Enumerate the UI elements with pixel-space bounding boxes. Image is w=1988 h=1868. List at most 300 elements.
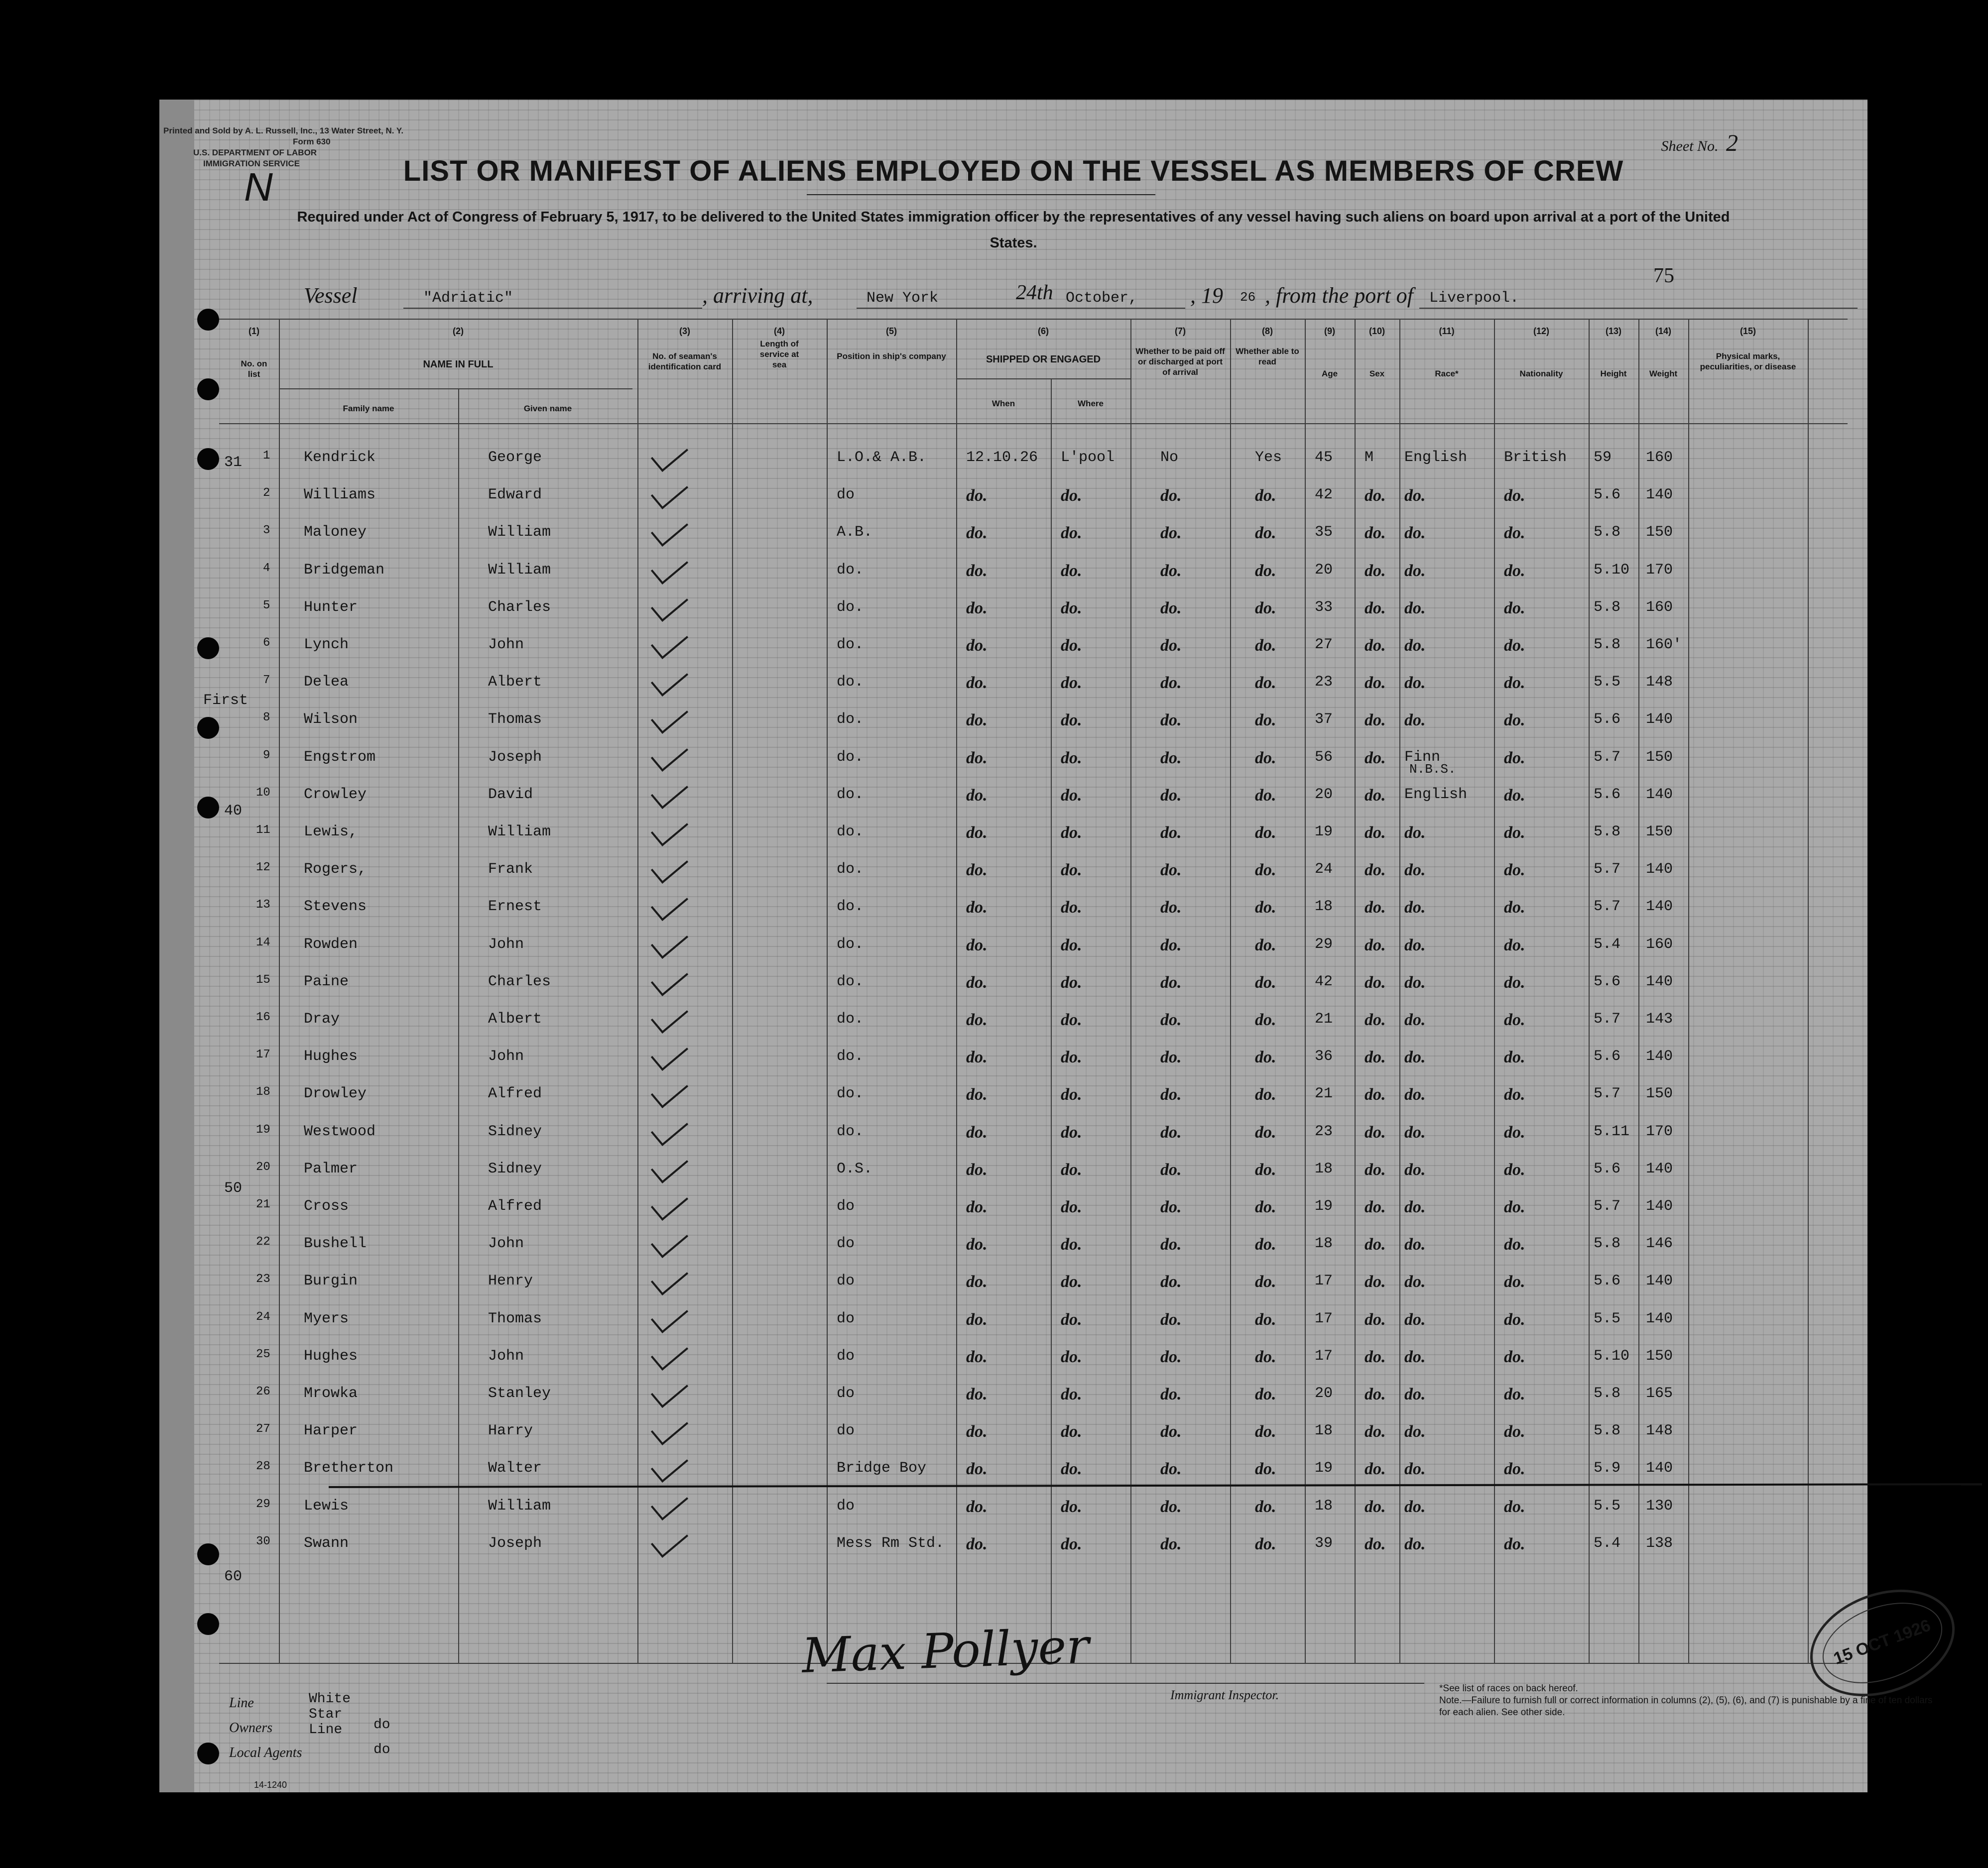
cell-age: 21 [1315, 1085, 1333, 1103]
cell-able-to-read: do. [1255, 935, 1276, 954]
cell-position: do. [837, 598, 864, 616]
col-number: (4) [774, 326, 785, 336]
cell-family-name: Hughes [304, 1048, 358, 1065]
cell-paid-off: do. [1160, 1385, 1182, 1403]
cell-paid-off: do. [1160, 1011, 1182, 1029]
id-card-checkmark [651, 998, 688, 1034]
cell-race: do. [1404, 935, 1426, 954]
cell-row-number: 15 [256, 973, 270, 987]
cell-sex: do. [1365, 598, 1386, 617]
col-header-weight: Weight [1649, 369, 1678, 378]
cell-position: do. [837, 898, 864, 916]
cell-nationality: do. [1504, 1347, 1525, 1366]
cell-sex: do. [1365, 973, 1386, 992]
punch-hole [197, 309, 219, 331]
title-rule [807, 194, 1155, 195]
cell-height: 5.6 [1594, 1273, 1621, 1290]
cell-age: 56 [1315, 748, 1333, 766]
cell-able-to-read: do. [1255, 674, 1276, 693]
cell-family-name: Hughes [304, 1347, 358, 1365]
col-number: (12) [1533, 326, 1550, 336]
table-row [159, 486, 1867, 506]
cell-shipped-when: 12.10.26 [966, 449, 1038, 466]
cell-paid-off: do. [1160, 1347, 1182, 1366]
signature-rule [827, 1683, 1424, 1684]
cell-shipped-where: do. [1061, 748, 1082, 767]
id-card-checkmark [651, 511, 688, 547]
races-note: *See list of races on back hereof. [1439, 1683, 1578, 1694]
cell-row-number: 14 [256, 935, 270, 949]
cell-shipped-where: do. [1061, 1123, 1082, 1142]
cell-weight: 140 [1646, 1310, 1673, 1327]
cell-position: do. [837, 1011, 864, 1028]
cell-position: do. [837, 1123, 864, 1140]
cell-nationality: do. [1504, 1310, 1525, 1329]
cell-able-to-read: do. [1255, 1385, 1276, 1403]
cell-age: 19 [1315, 823, 1333, 840]
cell-able-to-read: do. [1255, 711, 1276, 730]
side-count-first: First [203, 692, 248, 709]
cell-position: A.B. [837, 524, 873, 541]
cell-position: do. [837, 1085, 864, 1103]
arrival-day: 24th [1016, 281, 1053, 304]
cell-shipped-when: do. [966, 636, 988, 655]
cell-weight: 140 [1646, 1198, 1673, 1215]
cell-nationality: do. [1504, 1497, 1525, 1516]
cell-height: 5.6 [1594, 973, 1621, 990]
departure-port-underline [1419, 308, 1858, 309]
cell-row-number: 25 [256, 1347, 270, 1361]
cell-row-number: 11 [256, 823, 270, 837]
cell-race: do. [1404, 561, 1426, 580]
cell-age: 20 [1315, 786, 1333, 803]
cell-age: 27 [1315, 636, 1333, 653]
cell-row-number: 6 [263, 636, 270, 650]
agents-label: Local Agents [229, 1745, 302, 1760]
cell-shipped-where: do. [1061, 524, 1082, 543]
cell-able-to-read: do. [1255, 1422, 1276, 1441]
cell-sex: do. [1365, 1310, 1386, 1329]
footer-owners [229, 1717, 390, 1736]
cell-weight: 160 [1646, 935, 1673, 953]
cell-family-name: Lewis, [304, 823, 358, 840]
cell-shipped-where: do. [1061, 1534, 1082, 1553]
col-header-where: Where [1078, 399, 1104, 408]
col-header-paid-off: Whether to be paid off or discharged at port of arrival [1135, 347, 1225, 377]
cell-height: 5.7 [1594, 1085, 1621, 1103]
col-header-shipped: SHIPPED OR ENGAGED [986, 354, 1101, 365]
col-header-position: Position in ship's company [837, 351, 946, 361]
cell-nationality: do. [1504, 861, 1525, 880]
col-number: (3) [679, 326, 690, 336]
id-card-checkmark [651, 549, 688, 584]
col-header-given-name: Given name [523, 404, 572, 413]
cell-able-to-read: do. [1255, 1460, 1276, 1479]
col-header-height: Height [1600, 369, 1627, 378]
cell-race: do. [1404, 636, 1426, 655]
cell-age: 39 [1315, 1534, 1333, 1552]
id-card-checkmark [651, 1223, 688, 1258]
cell-family-name: Stevens [304, 898, 367, 916]
cell-race: do. [1404, 1160, 1426, 1179]
cell-shipped-where: do. [1061, 1497, 1082, 1516]
cell-weight: 150 [1646, 823, 1673, 840]
cell-family-name: Bushell [304, 1235, 367, 1253]
table-row [159, 1011, 1867, 1031]
cell-position: do [837, 1273, 855, 1290]
cell-shipped-where: do. [1061, 598, 1082, 617]
id-card-checkmark [651, 1373, 688, 1408]
cell-row-number: 20 [256, 1160, 270, 1174]
cell-age: 23 [1315, 1123, 1333, 1140]
cell-family-name: Bridgeman [304, 561, 385, 579]
cell-row-number: 7 [263, 674, 270, 688]
cell-given-name: William [488, 524, 551, 541]
cell-row-number: 9 [263, 748, 270, 762]
id-card-checkmark [651, 1335, 688, 1371]
cell-row-number: 8 [263, 711, 270, 725]
punch-hole [197, 1613, 219, 1635]
cell-age: 18 [1315, 1422, 1333, 1440]
cell-paid-off: do. [1160, 636, 1182, 655]
col-number: (15) [1740, 326, 1756, 336]
cell-row-number: 28 [256, 1460, 270, 1474]
punch-hole [197, 378, 219, 400]
table-row [159, 1348, 1867, 1368]
cell-given-name: Ernest [488, 898, 542, 916]
cell-shipped-where: do. [1061, 1422, 1082, 1441]
id-card-checkmark [651, 848, 688, 884]
cell-shipped-when: do. [966, 1497, 988, 1516]
cell-able-to-read: do. [1255, 786, 1276, 805]
cell-nationality: do. [1504, 598, 1525, 617]
page-number: 75 [1653, 264, 1674, 287]
cell-race: do. [1404, 1273, 1426, 1291]
cell-height: 5.5 [1594, 1310, 1621, 1327]
table-row [159, 1085, 1867, 1105]
id-card-checkmark [651, 1297, 688, 1333]
cell-row-number: 22 [256, 1235, 270, 1249]
cell-race: do. [1404, 1385, 1426, 1403]
cell-family-name: Rowden [304, 935, 358, 953]
id-card-checkmark [651, 1260, 688, 1295]
inspector-signature: Max Pollyer [801, 1618, 1090, 1684]
punch-hole [197, 1743, 219, 1764]
cell-height: 5.10 [1594, 1347, 1630, 1365]
cell-height: 59 [1594, 449, 1612, 466]
table-row [159, 1273, 1867, 1292]
cell-position: do [837, 1198, 855, 1215]
cell-able-to-read: do. [1255, 1534, 1276, 1553]
form-number: Form 630 [293, 137, 331, 146]
cell-paid-off: do. [1160, 1310, 1182, 1329]
cell-shipped-where: do. [1061, 1385, 1082, 1403]
cell-row-number: 21 [256, 1198, 270, 1211]
sheet-number [1661, 129, 1738, 157]
table-row [159, 786, 1867, 806]
col-number: (5) [886, 326, 897, 336]
cell-sex: do. [1365, 1123, 1386, 1142]
col-header-id-card: No. of seaman's identification card [648, 351, 722, 371]
cell-height: 5.6 [1594, 486, 1621, 504]
cell-given-name: John [488, 935, 524, 953]
cell-given-name: Joseph [488, 1534, 542, 1552]
cell-weight: 165 [1646, 1385, 1673, 1402]
cell-given-name: Walter [488, 1460, 542, 1477]
cell-row-number: 19 [256, 1123, 270, 1137]
cell-height: 5.7 [1594, 1011, 1621, 1028]
cell-shipped-where: do. [1061, 1347, 1082, 1366]
cell-nationality: do. [1504, 823, 1525, 842]
year-prefix: , 19 [1190, 283, 1223, 308]
cell-height: 5.6 [1594, 1160, 1621, 1177]
cell-race: do. [1404, 1310, 1426, 1329]
cell-able-to-read: do. [1255, 598, 1276, 617]
cell-position: do. [837, 1048, 864, 1065]
cell-given-name: Albert [488, 674, 542, 691]
owners-value: do [373, 1717, 390, 1733]
cell-shipped-when: do. [966, 935, 988, 954]
vessel-underline [403, 308, 702, 309]
cell-able-to-read: do. [1255, 1048, 1276, 1067]
cell-race: do. [1404, 1534, 1426, 1553]
cell-shipped-when: do. [966, 861, 988, 880]
cell-nationality: do. [1504, 1235, 1525, 1254]
cell-height: 5.6 [1594, 711, 1621, 728]
cell-shipped-when: do. [966, 1011, 988, 1029]
cell-shipped-when: do. [966, 711, 988, 730]
cell-shipped-when: do. [966, 1235, 988, 1254]
cell-race: do. [1404, 1123, 1426, 1142]
printer-line: Printed and Sold by A. L. Russell, Inc., 13 Water Street, N. Y. [163, 126, 404, 135]
col-number: (8) [1262, 326, 1273, 336]
table-row [159, 748, 1867, 777]
cell-race: do. [1404, 1347, 1426, 1366]
cell-sex: do. [1365, 1160, 1386, 1179]
cell-nationality: British [1504, 449, 1567, 466]
cell-height: 5.7 [1594, 898, 1621, 916]
cell-weight: 148 [1646, 674, 1673, 691]
cell-sex: do. [1365, 1534, 1386, 1553]
cell-family-name: Wilson [304, 711, 358, 728]
cell-position: do [837, 1347, 855, 1365]
cell-row-number: 30 [256, 1534, 270, 1548]
cell-race: do. [1404, 674, 1426, 693]
cell-age: 18 [1315, 898, 1333, 916]
name-subheader-rule [279, 388, 632, 389]
cell-position: do [837, 1235, 855, 1253]
cell-row-number: 18 [256, 1085, 270, 1099]
cell-given-name: Thomas [488, 1310, 542, 1327]
cell-able-to-read: do. [1255, 1273, 1276, 1291]
id-card-checkmark [651, 1485, 688, 1520]
cell-position: do [837, 1422, 855, 1440]
side-count-60: 60 [224, 1568, 243, 1585]
id-card-checkmark [651, 437, 688, 472]
cell-race-note: N.B.S. [1409, 761, 1456, 777]
cell-race: do. [1404, 1085, 1426, 1104]
table-row [159, 1310, 1867, 1330]
cell-race: do. [1404, 1497, 1426, 1516]
cell-family-name: Drowley [304, 1085, 367, 1103]
id-card-checkmark [651, 961, 688, 996]
cell-nationality: do. [1504, 1422, 1525, 1441]
id-card-checkmark [651, 1036, 688, 1071]
side-count [159, 1568, 1867, 1588]
cell-able-to-read: do. [1255, 748, 1276, 767]
cell-shipped-when: do. [966, 674, 988, 693]
cell-weight: 140 [1646, 486, 1673, 504]
cell-given-name: William [488, 561, 551, 579]
cell-position: do. [837, 674, 864, 691]
cell-sex: do. [1365, 861, 1386, 880]
cell-shipped-where: do. [1061, 636, 1082, 655]
cell-paid-off: do. [1160, 1497, 1182, 1516]
table-row [159, 1498, 1867, 1518]
cell-family-name: Burgin [304, 1273, 358, 1290]
cell-given-name: Charles [488, 973, 551, 990]
cell-paid-off: do. [1160, 1460, 1182, 1479]
cell-shipped-where: do. [1061, 861, 1082, 880]
cell-height: 5.5 [1594, 674, 1621, 691]
cell-nationality: do. [1504, 1460, 1525, 1479]
cell-given-name: John [488, 1235, 524, 1253]
cell-height: 5.8 [1594, 1235, 1621, 1253]
cell-paid-off: do. [1160, 861, 1182, 880]
col-number: (1) [248, 326, 259, 336]
col-header-physical-marks: Physical marks, peculiarities, or disease [1700, 351, 1796, 371]
table-top-rule [219, 319, 1848, 320]
cell-shipped-when: do. [966, 1085, 988, 1104]
cell-weight: 140 [1646, 1273, 1673, 1290]
cell-given-name: Henry [488, 1273, 533, 1290]
cell-family-name: Myers [304, 1310, 349, 1327]
cell-nationality: do. [1504, 524, 1525, 543]
cell-age: 17 [1315, 1347, 1333, 1365]
cell-weight: 140 [1646, 973, 1673, 990]
cell-shipped-when: do. [966, 1347, 988, 1366]
cell-race: do. [1404, 711, 1426, 730]
cell-age: 24 [1315, 861, 1333, 878]
cell-able-to-read: do. [1255, 823, 1276, 842]
cell-paid-off: do. [1160, 1534, 1182, 1553]
cell-family-name: Kendrick [304, 449, 376, 466]
cell-sex: do. [1365, 524, 1386, 543]
cell-given-name: Charles [488, 598, 551, 616]
cell-race: do. [1404, 1011, 1426, 1029]
cell-age: 19 [1315, 1198, 1333, 1215]
cell-given-name: David [488, 786, 533, 803]
cell-sex: do. [1365, 1085, 1386, 1104]
strike-line [329, 1483, 1982, 1488]
table-row [159, 636, 1867, 656]
cell-shipped-when: do. [966, 898, 988, 917]
cell-family-name: Williams [304, 486, 376, 504]
col-header-age: Age [1321, 369, 1338, 378]
cell-paid-off: do. [1160, 973, 1182, 992]
line-label: Line [229, 1695, 254, 1711]
cell-weight: 140 [1646, 1460, 1673, 1477]
table-row [159, 1535, 1867, 1555]
cell-position: do. [837, 823, 864, 840]
cell-paid-off: do. [1160, 1048, 1182, 1067]
cell-nationality: do. [1504, 1534, 1525, 1553]
cell-able-to-read: do. [1255, 1085, 1276, 1104]
service-name: IMMIGRATION SERVICE [203, 159, 300, 168]
cell-able-to-read: do. [1255, 973, 1276, 992]
cell-paid-off: do. [1160, 823, 1182, 842]
cell-paid-off: do. [1160, 748, 1182, 767]
arrival-port-underline [857, 308, 1011, 309]
cell-weight: 148 [1646, 1422, 1673, 1440]
id-card-checkmark [651, 923, 688, 958]
table-row [159, 1123, 1867, 1143]
cell-given-name: Alfred [488, 1198, 542, 1215]
cell-given-name: Alfred [488, 1085, 542, 1103]
cell-row-number: 1 [263, 449, 270, 463]
cell-nationality: do. [1504, 1385, 1525, 1403]
cell-weight: 150 [1646, 524, 1673, 541]
cell-age: 20 [1315, 1385, 1333, 1402]
cell-race: do. [1404, 524, 1426, 543]
cell-height: 5.5 [1594, 1497, 1621, 1515]
cell-weight: 146 [1646, 1235, 1673, 1253]
cell-weight: 140 [1646, 861, 1673, 878]
cell-shipped-when: do. [966, 1048, 988, 1067]
cell-shipped-when: do. [966, 786, 988, 805]
sheet-number-value: 2 [1726, 130, 1738, 156]
cell-given-name: Sidney [488, 1160, 542, 1177]
cell-sex: do. [1365, 636, 1386, 655]
cell-race: do. [1404, 1235, 1426, 1254]
cell-family-name: Maloney [304, 524, 367, 541]
arrival-port: New York [867, 290, 939, 307]
cell-row-number: 4 [263, 561, 270, 575]
cell-weight: 160 [1646, 598, 1673, 616]
cell-age: 18 [1315, 1497, 1333, 1515]
cell-able-to-read: do. [1255, 486, 1276, 505]
cell-nationality: do. [1504, 1160, 1525, 1179]
cell-height: 5.8 [1594, 598, 1621, 616]
table-row [159, 1161, 1867, 1180]
cell-row-number: 3 [263, 524, 270, 538]
cell-position: do. [837, 636, 864, 653]
cell-height: 5.8 [1594, 823, 1621, 840]
table-row [159, 1198, 1867, 1218]
cell-position: do. [837, 748, 864, 766]
form-id: 14-1240 [254, 1780, 287, 1790]
cell-family-name: Dray [304, 1011, 340, 1028]
cell-paid-off: do. [1160, 486, 1182, 505]
cell-shipped-where: do. [1061, 1198, 1082, 1216]
cell-sex: do. [1365, 1347, 1386, 1366]
cell-paid-off: do. [1160, 674, 1182, 693]
side-count-31: 31 [224, 454, 243, 471]
cell-shipped-when: do. [966, 1460, 988, 1479]
table-row [159, 1048, 1867, 1068]
cell-shipped-where: do. [1061, 898, 1082, 917]
line-value: White Star Line [309, 1691, 351, 1738]
cell-shipped-where: do. [1061, 935, 1082, 954]
cell-nationality: do. [1504, 1085, 1525, 1104]
cell-weight: 150 [1646, 1347, 1673, 1365]
cell-weight: 170 [1646, 561, 1673, 579]
cell-nationality: do. [1504, 561, 1525, 580]
cell-weight: 140 [1646, 1048, 1673, 1065]
side-count [159, 1180, 1867, 1200]
cell-sex: do. [1365, 1235, 1386, 1254]
cell-height: 5.9 [1594, 1460, 1621, 1477]
